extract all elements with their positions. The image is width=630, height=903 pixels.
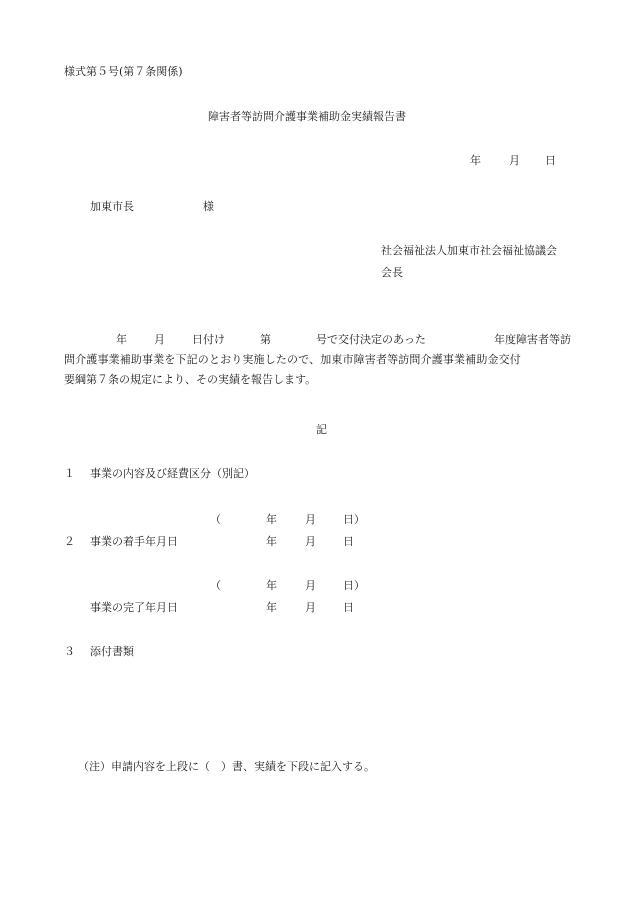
item-2-plan-close: 日）: [343, 513, 365, 526]
ki-marker: 記: [316, 423, 327, 436]
addressee-name: 加東市長: [90, 200, 134, 213]
item-completion-month: 月: [305, 601, 316, 614]
item-2-month: 月: [305, 535, 316, 548]
item-2-plan-open: （: [210, 513, 221, 526]
item-2-plan-year: 年: [266, 513, 277, 526]
item-2-day: 日: [343, 535, 354, 548]
item-completion-day: 日: [343, 601, 354, 614]
item-3-number: ３: [64, 645, 75, 658]
item-completion-plan-close: 日）: [343, 579, 365, 592]
body-number-prefix: 第: [260, 333, 271, 346]
date-month: 月: [509, 154, 520, 167]
body-paragraph: [64, 334, 584, 394]
body-fiscal-year: 年度障害者等訪: [494, 333, 571, 346]
date-year: 年: [470, 154, 481, 167]
item-completion-plan-year: 年: [266, 579, 277, 592]
item-2-year: 年: [266, 535, 277, 548]
sender-role: 会長: [381, 266, 403, 279]
body-month: 月: [154, 333, 165, 346]
sender-org: 社会福祉法人加東市社会福祉協議会: [381, 244, 557, 257]
footnote: （注）申請内容を上段に（ ）書、実績を下段に記入する。: [78, 760, 375, 773]
item-1-number: １: [64, 467, 75, 480]
item-completion-year: 年: [266, 601, 277, 614]
addressee-honorific: 様: [203, 200, 214, 213]
body-year: 年: [116, 333, 127, 346]
document-title: 障害者等訪問介護事業補助金実績報告書: [208, 110, 406, 123]
item-2-plan-month: 月: [305, 513, 316, 526]
item-2-number: ２: [64, 535, 75, 548]
body-line-1: [64, 334, 584, 354]
item-completion-plan-month: 月: [305, 579, 316, 592]
body-day: 日付け: [192, 333, 225, 346]
item-1-label: 事業の内容及び経費区分（別記）: [90, 467, 255, 480]
form-number: 様式第５号(第７条関係): [64, 65, 183, 78]
body-line-3: 要綱第７条の規定により、その実績を報告します。: [64, 373, 317, 386]
item-completion-plan-open: （: [210, 579, 221, 592]
item-3-label: 添付書類: [90, 645, 134, 658]
date-day: 日: [545, 154, 556, 167]
body-line-2: 問介護事業補助事業を下記のとおり実施したので、加東市障害者等訪問介護事業補助金交付: [64, 353, 521, 366]
item-2-label: 事業の着手年月日: [90, 535, 178, 548]
body-number-suffix: 号で交付決定のあった: [316, 333, 426, 346]
item-completion-label: 事業の完了年月日: [90, 601, 178, 614]
